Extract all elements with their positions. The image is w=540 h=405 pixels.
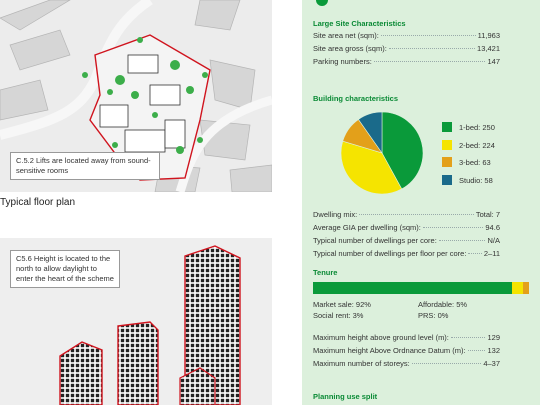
row-value: 147 [487,57,500,66]
tenure-segment-social-rent [523,282,529,294]
legend-label: 3-bed: 63 [459,157,491,167]
characteristics-panel [302,0,540,405]
tenure-segment-market-sale [313,282,512,294]
row-value: 129 [487,333,500,342]
row-label: Typical number of dwellings per floor per core: [313,249,467,258]
row-value: 11,963 [477,31,500,40]
height-row [313,333,500,342]
row-label: Maximum number of storeys: [313,359,410,368]
legend-item-1-bed [442,122,495,132]
row-value: 94.6 [485,223,500,232]
row-label: Maximum height above ground level (m): [313,333,449,342]
height-row [313,359,500,368]
row-label: Parking numbers: [313,57,372,66]
row-value: 13,421 [477,44,500,53]
legend-swatch [442,140,452,150]
legend-item-studio [442,175,493,185]
legend-item-3-bed [442,157,491,167]
legend-label: Studio: 58 [459,175,493,185]
legend-swatch [442,175,452,185]
row-label: Site area gross (sqm): [313,44,387,53]
row-value: 4–37 [483,359,500,368]
height-row [313,346,500,355]
dwelling-row [313,249,500,258]
tenure-social-rent: Social rent: 3% [313,311,364,320]
row-label: Typical number of dwellings per core: [313,236,437,245]
row-value: 2–11 [483,249,500,258]
dwelling-row [313,210,500,219]
row-value: 132 [487,346,500,355]
dwelling-row [313,223,500,232]
dwelling-mix-pie-chart [332,108,432,198]
row-value: N/A [487,236,500,245]
legend-swatch [442,157,452,167]
site-row [313,31,500,40]
plan-callout-text: C.5.2 Lifts are located away from sound-sensitive rooms [16,156,151,176]
plan-caption: Typical floor plan [0,197,76,208]
legend-label: 1-bed: 250 [459,122,495,132]
building-section-title: Building characteristics [313,94,399,103]
tenure-stacked-bar [313,282,529,294]
legend-label: 2-bed: 224 [459,140,495,150]
row-label: Maximum height Above Ordnance Datum (m): [313,346,466,355]
site-row [313,44,500,53]
tenure-market-sale: Market sale: 92% [313,300,371,309]
legend-item-2-bed [442,140,495,150]
row-label: Dwelling mix: [313,210,358,219]
tower-callout-text: C5.6 Height is located to the north to allow daylight to enter the heart of the scheme [16,254,114,284]
tenure-prs: PRS: 0% [418,311,449,320]
row-label: Average GIA per dwelling (sqm): [313,223,421,232]
tower-callout [10,250,120,288]
tenure-section-title: Tenure [313,268,338,277]
brand-dot-icon [316,0,328,6]
tenure-segment-affordable [512,282,523,294]
plan-callout [10,152,160,180]
legend-swatch [442,122,452,132]
dwelling-row [313,236,500,245]
row-value: Total: 7 [475,210,500,219]
row-label: Site area net (sqm): [313,31,379,40]
site-section-title: Large Site Characteristics [313,19,406,28]
planning-section-title: Planning use split [313,392,378,401]
site-row [313,57,500,66]
tenure-affordable: Affordable: 5% [418,300,468,309]
